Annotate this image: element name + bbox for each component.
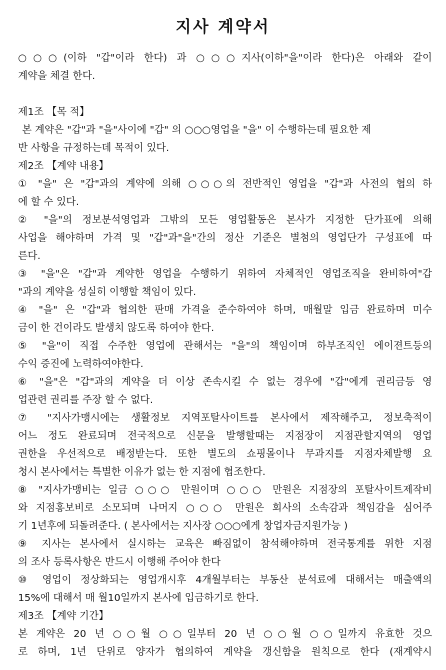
article-1-line-2: 반 사항을 규정하는데 목적이 있다. <box>18 143 170 154</box>
article-2-line: 기 1년후에 되돌려준다. ( 본사에서는 지사장 ○○○에게 창업자금지원가능 ) <box>18 521 348 532</box>
article-1-heading: 제1조 【목 적】 <box>18 107 90 118</box>
article-2-line: 권한을 우선적으로 배정받는다. 또한 별도의 쇼핑몰이나 무과지를 지점자체발행 요 <box>18 449 432 460</box>
article-2-line: 어느 정도 완료되며 전국적으로 신문을 발행할때는 지점장이 지점관할지역의 영업 <box>18 431 432 442</box>
article-2-line: 수익 증진에 노력하여야한다. <box>18 359 144 370</box>
article-2-line: 의 조사 등록사항은 반드시 이행해 주어야 한다 <box>18 557 221 568</box>
article-2-line: 사업을 해야하며 가격 및 "갑"과"을"간의 정산 기준은 별첨의 영업단가 구성표에 따 <box>18 233 432 244</box>
article-2-heading: 제2조 【계약 내용】 <box>18 161 109 172</box>
article-2-line: 15%에 대해서 매 월10일까지 본사에 입금하기로 한다. <box>18 593 259 604</box>
article-2-line: "과의 계약을 성실히 이행할 책임이 있다. <box>18 287 197 298</box>
article-3-heading: 제3조 【계약 기간】 <box>18 611 109 622</box>
article-2-line: ① "을" 은 "갑"과의 계약에 의해 ○○○의 전반적인 영업을 "갑"과 사전의 협의 하 <box>18 179 432 190</box>
article-2-line: ⑥ "을"은 "갑"과의 계약을 더 이상 존속시킬 수 없는 경우에 "갑"에게 권리금등 영 <box>18 377 432 388</box>
article-2-line: ⑦ "지사가맹시에는 생활정보 지역포탈사이트를 본사에서 제작해주고, 정보축적이 <box>18 413 432 424</box>
article-2-line: ⑤ "을"이 직접 수주한 영업에 관해서는 "을"의 책임이며 하부조직인 에이젼트등의 <box>18 341 432 352</box>
article-2-line: ④ "을" 은 "갑"과 협의한 판매 가격을 준수하여야 하며, 매월말 입금 완료하며 미수 <box>18 305 432 316</box>
article-2-line: 른다. <box>18 251 41 262</box>
article-2-line: ② "을"의 정보분석영업과 그밖의 모든 영업활동은 본사가 지정한 단가표에 의해 <box>18 215 432 226</box>
article-2-line: ⑩ 영업이 정상화되는 영업개시후 4개월부터는 부동산 분석료에 대해서는 매출액의 <box>18 575 432 586</box>
article-2-line: 업관련 권리를 주장 할 수 없다. <box>18 395 153 406</box>
article-3-line-1: 본 계약은 20 년 ○○월 ○○일부터 20 년 ○○월 ○○일까지 유효한 것으 <box>18 629 432 640</box>
article-2-line: 에 할 수 있다. <box>18 197 80 208</box>
article-2-line: 와 지점홍보비로 소모되며 나머지 ○○○ 만원은 회사의 소속감과 책임감을 심어주 <box>18 503 432 514</box>
article-2-line: ⑨ 지사는 본사에서 실시하는 교육은 빠짐없이 참석해야하며 전국통계를 위한 지점 <box>18 539 432 550</box>
article-1-line-1: 본 계약은 "갑"과 "을"사이에 "갑" 의 ○○○영업을 "을" 이 수행하는데 필요한 제 <box>22 125 372 136</box>
intro-line-1: ○○○(이하 "갑"이라 한다) 과 ○○○지사(이하"을"이라 한다)은 아래와 같이 <box>18 53 432 64</box>
intro-line-2: 계약을 체결 한다. <box>18 71 96 82</box>
document-title: 지사 계약서 <box>175 17 271 36</box>
article-2-line: ③ "을"은 "갑"과 계약한 영업을 수행하기 위하여 자체적인 영업조직을 완비하여"갑 <box>18 269 432 280</box>
article-3-line-2: 로 하며, 1년 단위로 양자가 협의하여 계약을 갱신함을 원칙으로 한다 (재계약시 <box>18 647 432 658</box>
article-2-line: ⑧ "지사가맹비는 일금 ○○○ 만원이며 ○○○ 만원은 지점장의 포탈사이트제작비 <box>18 485 432 496</box>
article-2-line: 청시 본사에서는 특별한 이유가 없는 한 지점에 협조한다. <box>18 467 266 478</box>
article-2-line: 금이 한 건이라도 발생치 않도록 하여야 한다. <box>18 323 215 334</box>
